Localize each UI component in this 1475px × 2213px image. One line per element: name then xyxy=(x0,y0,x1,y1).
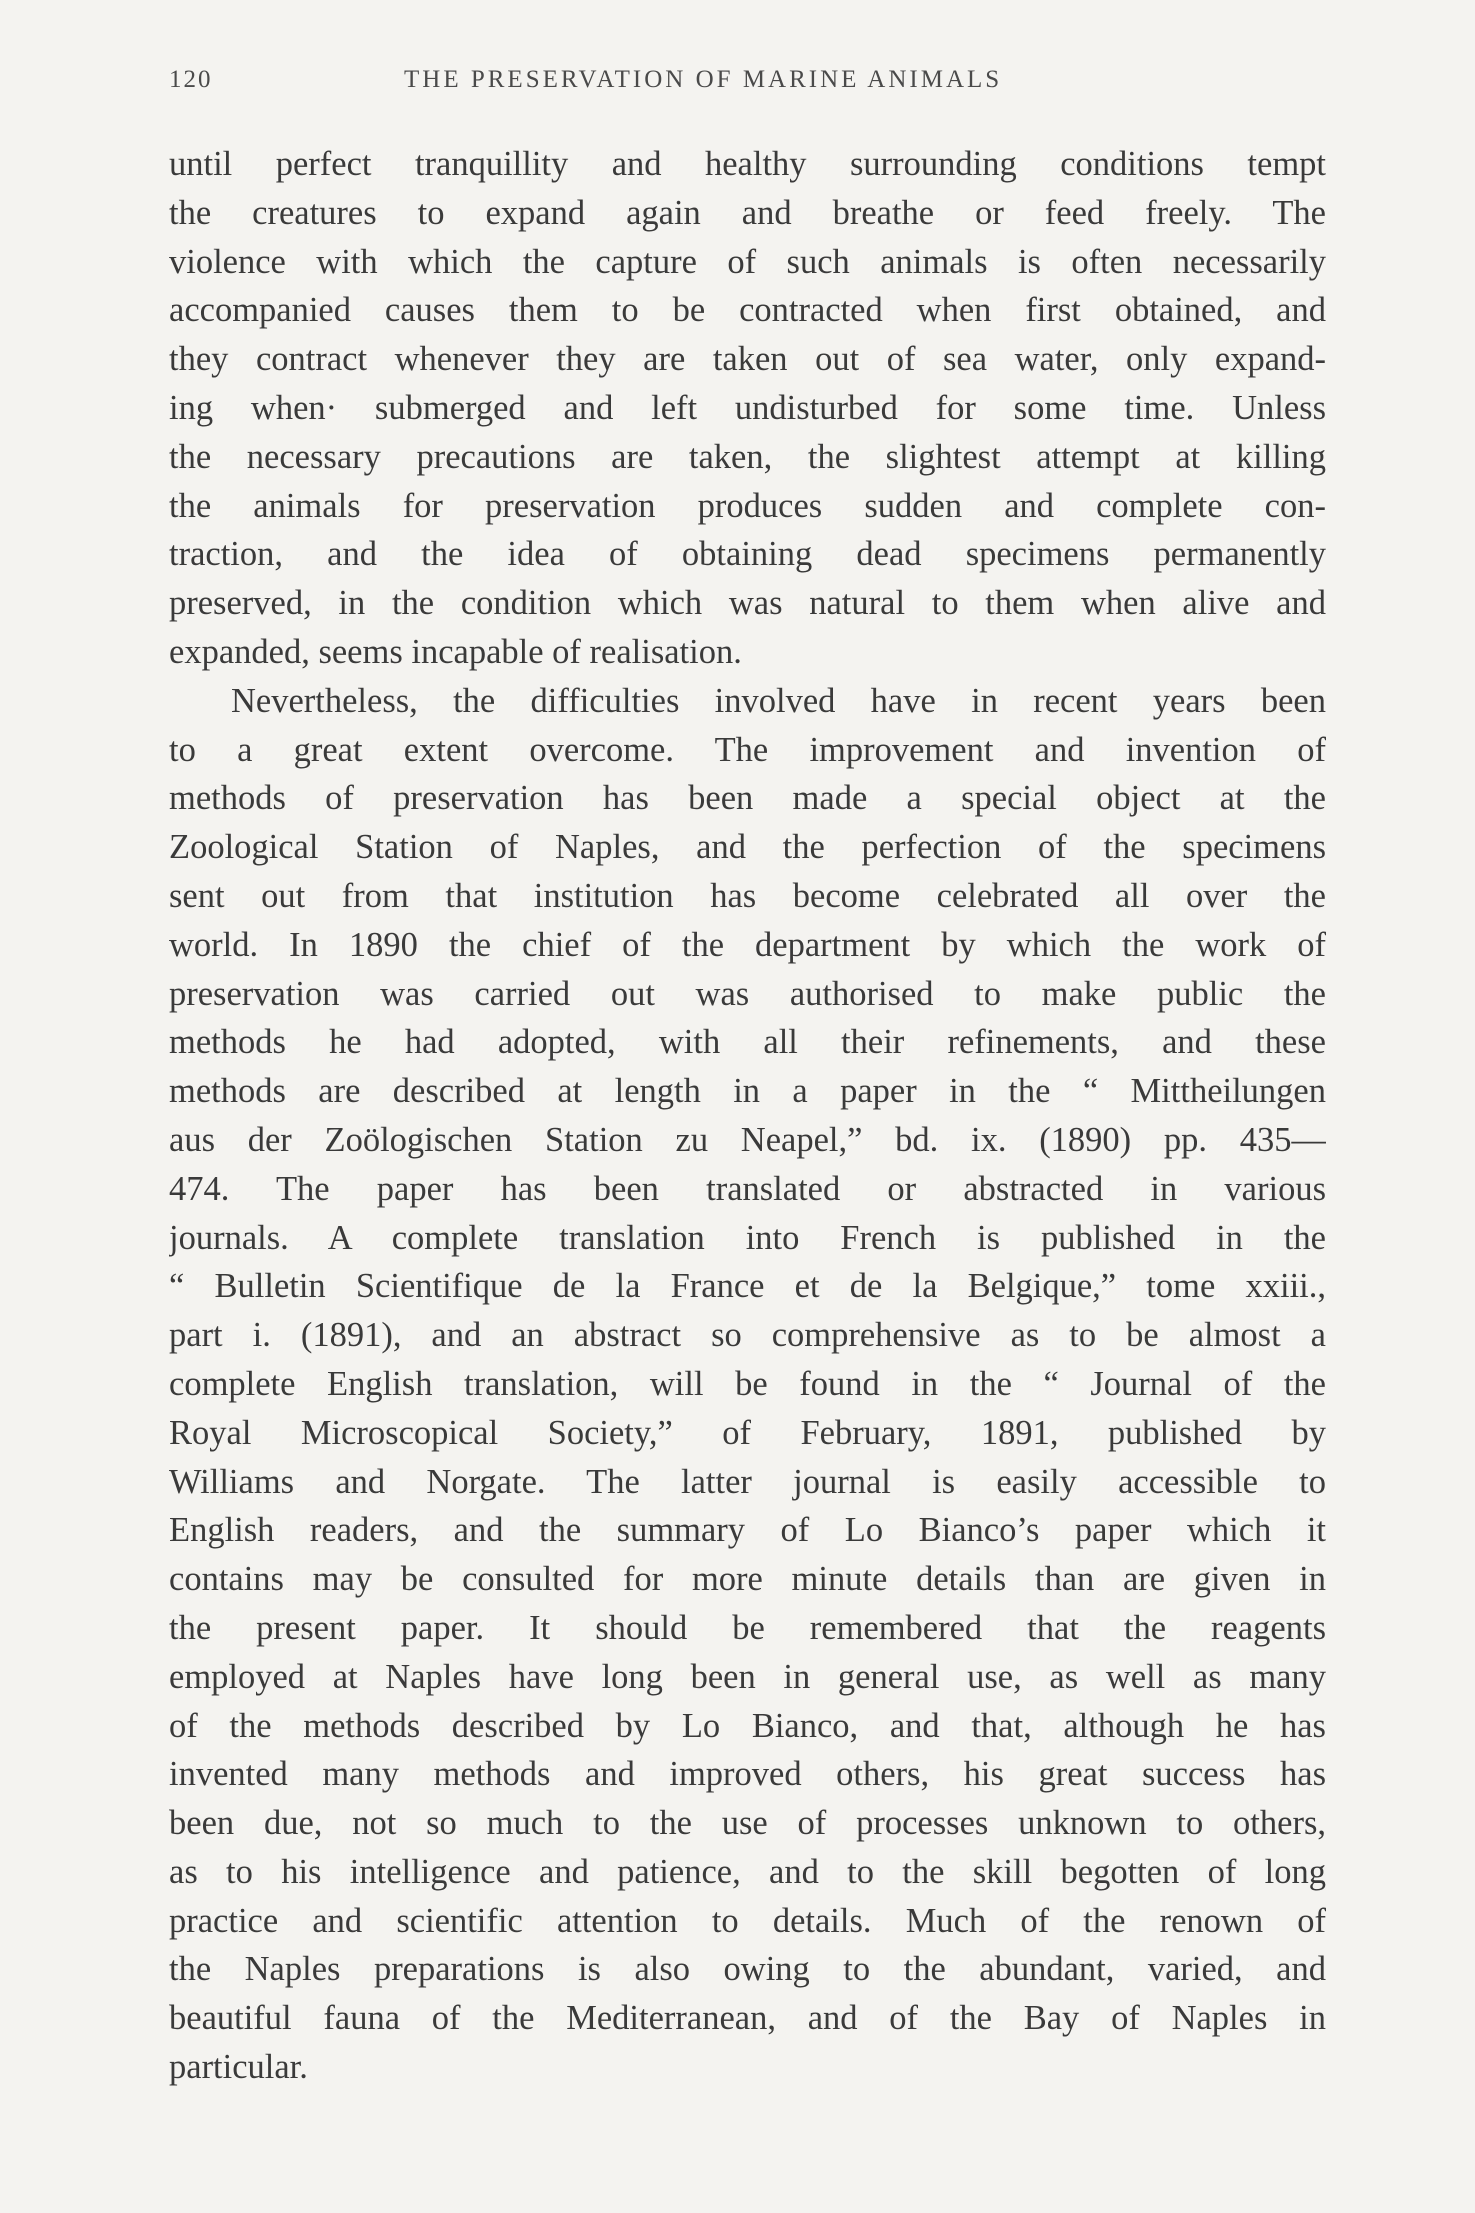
text-line: the necessary precautions are taken, the slightest attempt at killing xyxy=(169,437,1326,476)
text-line: methods of preservation has been made a special object at the xyxy=(169,779,1326,818)
text-line: traction, and the idea of obtaining dead specimens permanently xyxy=(169,535,1326,574)
text-line: until perfect tranquillity and healthy surrounding conditions tempt xyxy=(169,145,1326,183)
text-line: world. In 1890 the chief of the department by which the work of xyxy=(169,925,1326,964)
text-line: to a great extent overcome. The improvement and invention of xyxy=(169,730,1326,769)
text-line: English readers, and the summary of Lo Bianco’s paper which it xyxy=(169,1511,1326,1550)
text-line: preservation was carried out was authorised to make public the xyxy=(169,974,1326,1013)
text-line: part i. (1891), and an abstract so comprehensive as to be almost a xyxy=(169,1316,1326,1355)
text-line: ing when· submerged and left undisturbed for some time. Unless xyxy=(169,388,1326,427)
text-line: the Naples preparations is also owing to the abundant, varied, and xyxy=(169,1950,1326,1989)
text-line: sent out from that institution has become celebrated all over the xyxy=(169,876,1326,915)
text-line: they contract whenever they are taken out of sea water, only expand- xyxy=(169,340,1326,379)
page-number: 120 xyxy=(169,66,213,93)
paragraph-2 xyxy=(169,677,1326,2092)
text-line: contains may be consulted for more minute details than are given in xyxy=(169,1560,1326,1599)
text-line: Zoological Station of Naples, and the perfection of the specimens xyxy=(169,828,1326,867)
text-line: invented many methods and improved others, his great success has xyxy=(169,1755,1326,1794)
paragraph-1 xyxy=(169,140,1326,677)
text-line: aus der Zoölogischen Station zu Neapel,” bd. ix. (1890) pp. 435— xyxy=(169,1120,1326,1159)
text-line: Williams and Norgate. The latter journal is easily accessible to xyxy=(169,1462,1326,1501)
text-line: the creatures to expand again and breathe or feed freely. The xyxy=(169,193,1326,232)
text-line: complete English translation, will be found in the “ Journal of the xyxy=(169,1364,1326,1403)
text-line: accompanied causes them to be contracted when first obtained, and xyxy=(169,291,1326,330)
running-title: THE PRESERVATION OF MARINE ANIMALS xyxy=(404,66,1003,93)
text-line: methods he had adopted, with all their refinements, and these xyxy=(169,1023,1326,1062)
text-line: Royal Microscopical Society,” of February, 1891, published by xyxy=(169,1413,1326,1452)
text-line: “ Bulletin Scientifique de la France et de la Belgique,” tome xxiii., xyxy=(169,1267,1326,1306)
text-line: preserved, in the condition which was natural to them when alive and xyxy=(169,584,1326,623)
text-line: 474. The paper has been translated or abstracted in various xyxy=(169,1169,1326,1208)
running-head xyxy=(169,66,1326,106)
text-line: violence with which the capture of such animals is often necessarily xyxy=(169,242,1326,281)
text-line: journals. A complete translation into French is published in the xyxy=(169,1218,1326,1257)
text-line: practice and scientific attention to details. Much of the renown of xyxy=(169,1901,1326,1940)
text-line: of the methods described by Lo Bianco, and that, although he has xyxy=(169,1706,1326,1745)
text-line: the animals for preservation produces sudden and complete con- xyxy=(169,486,1326,525)
text-line: the present paper. It should be remembered that the reagents xyxy=(169,1608,1326,1647)
text-line: Nevertheless, the difficulties involved have in recent years been xyxy=(231,681,1326,720)
text-line: particular. xyxy=(169,2048,308,2087)
text-line: expanded, seems incapable of realisation. xyxy=(169,632,742,671)
text-line: beautiful fauna of the Mediterranean, and of the Bay of Naples in xyxy=(169,1999,1326,2038)
text-line: as to his intelligence and patience, and to the skill begotten of long xyxy=(169,1852,1326,1891)
text-line: employed at Naples have long been in general use, as well as many xyxy=(169,1657,1326,1696)
body-text xyxy=(169,140,1326,2092)
text-line: methods are described at length in a paper in the “ Mittheilungen xyxy=(169,1072,1326,1111)
text-line: been due, not so much to the use of processes unknown to others, xyxy=(169,1804,1326,1843)
